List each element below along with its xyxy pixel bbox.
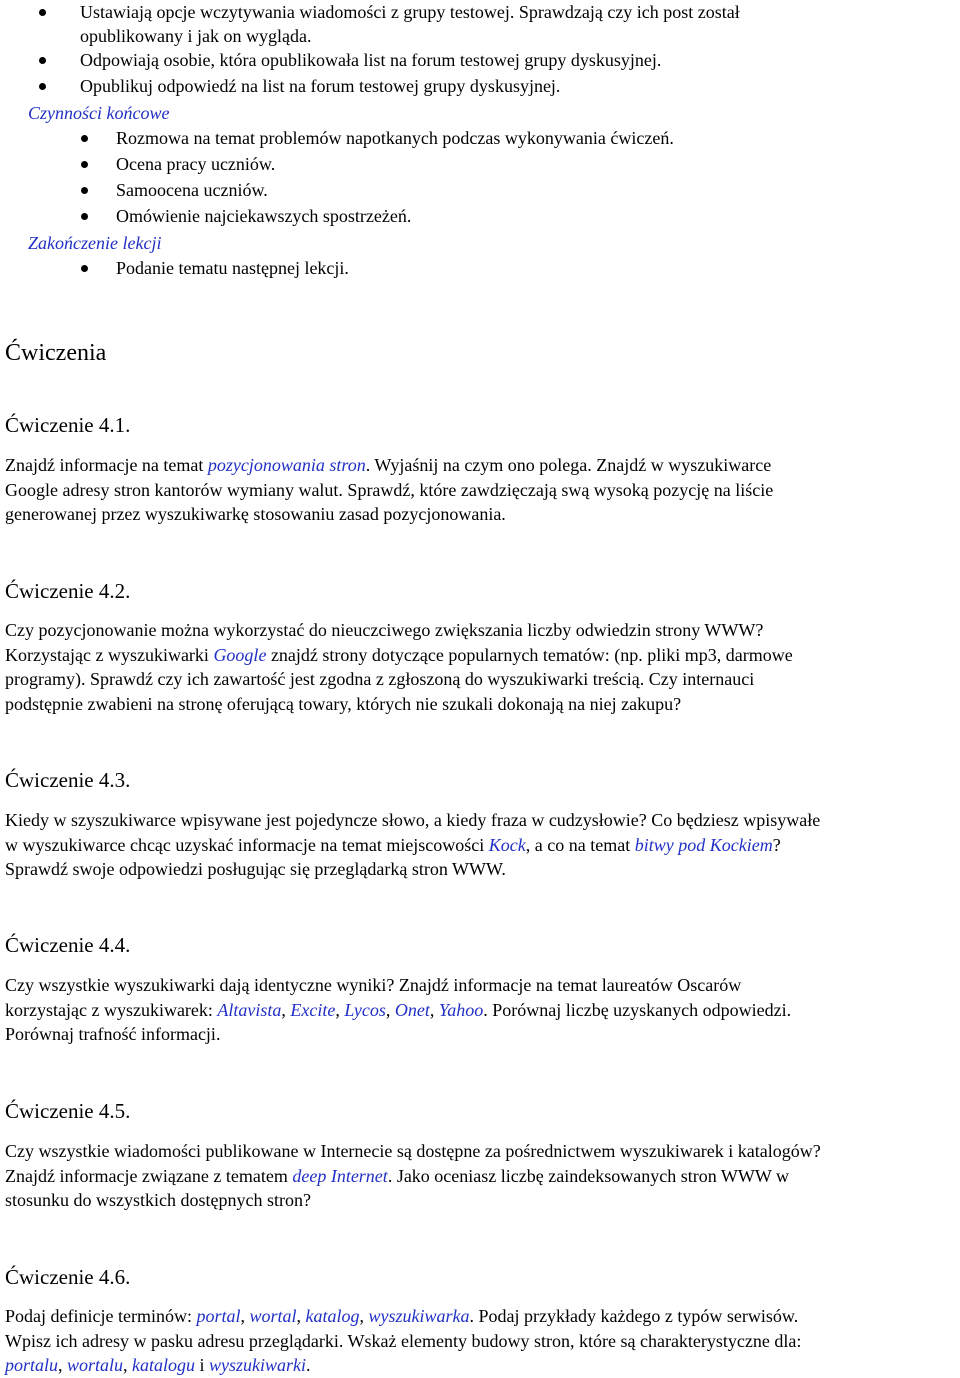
lesson-end-list	[5, 256, 960, 282]
text-run: korzystając z wyszukiwarek:	[5, 999, 218, 1020]
list-item	[5, 126, 960, 152]
inline-link[interactable]: Altavista	[217, 999, 282, 1020]
text-run: .	[306, 1355, 311, 1375]
paragraph-line	[5, 1022, 960, 1047]
bullet-icon	[81, 135, 88, 142]
exercise-body	[5, 1304, 960, 1378]
list-item	[5, 74, 960, 100]
text-run: Sprawdź swoje odpowiedzi posługując się przeglądarką stron WWW.	[5, 859, 506, 879]
text-run: ,	[385, 999, 395, 1020]
paragraph-line	[5, 478, 960, 503]
bullet-icon	[39, 9, 46, 16]
exercise-title: Ćwiczenie 4.5.	[5, 1099, 131, 1123]
text-run: Znajdź informacje związane z tematem	[5, 1165, 293, 1186]
list-item-text: Ustawiają opcje wczytywania wiadomości z grupy testowej. Sprawdzają czy ich post został	[80, 2, 740, 22]
text-run: Znajdź informacje na temat	[5, 455, 208, 475]
text-run: znajdź strony dotyczące popularnych tematów: (np. pliki mp3, darmowe	[266, 644, 793, 665]
paragraph-line	[5, 808, 960, 833]
top-bullet-list	[5, 0, 960, 100]
bullet-icon	[81, 161, 88, 168]
paragraph-line	[5, 453, 960, 478]
text-run: podstępnie zwabieni na stronę oferującą towary, których nie szukali dokonają na niej zakupu?	[5, 693, 682, 714]
text-run: Czy pozycjonowanie można wykorzystać do nieuczciwego zwiększania liczby odwiedzin strony WWW?	[5, 620, 764, 640]
inline-link[interactable]: portalu	[5, 1355, 59, 1375]
paragraph-line	[5, 618, 960, 643]
section-heading-lesson-end: Zakończenie lekcji	[28, 233, 162, 253]
list-item-text: Ocena pracy uczniów.	[116, 154, 276, 174]
paragraph-line	[5, 1164, 960, 1189]
text-run: w wyszukiwarce chcąc uzyskać informacje na temat miejscowości	[5, 834, 489, 855]
text-run: generowanej przez wyszukiwarkę stosowaniu zasad pozycjonowania.	[5, 504, 506, 524]
exercise-title: Ćwiczenie 4.2.	[5, 579, 131, 603]
paragraph-line	[5, 1329, 960, 1354]
text-run: . Podaj przykłady każdego z typów serwisów.	[469, 1306, 799, 1326]
paragraph-line	[5, 833, 960, 858]
inline-link[interactable]: katalogu	[132, 1355, 196, 1375]
paragraph-line	[5, 1188, 960, 1213]
text-run: Podaj definicje terminów:	[5, 1306, 197, 1326]
text-run: ,	[359, 1306, 369, 1326]
text-run: . Porównaj liczbę uzyskanych odpowiedzi.	[483, 999, 792, 1020]
exercise-body	[5, 453, 960, 527]
inline-link[interactable]: wyszukiwarki	[209, 1355, 307, 1375]
list-item-continuation	[5, 24, 960, 48]
paragraph-line	[5, 1139, 960, 1164]
list-item-text: Podanie tematu następnej lekcji.	[116, 258, 349, 278]
bullet-icon	[81, 213, 88, 220]
list-item-text: Omówienie najciekawszych spostrzeżeń.	[116, 206, 412, 226]
paragraph-line	[5, 998, 960, 1023]
list-item	[5, 0, 960, 24]
list-item-text: Rozmowa na temat problemów napotkanych podczas wykonywania ćwiczeń.	[116, 128, 674, 148]
text-run: Kiedy w szyszukiwarce wpisywane jest pojedyncze słowo, a kiedy fraza w cudzysłowie? Co będziesz wpisywałe	[5, 810, 821, 830]
inline-link[interactable]: deep Internet	[292, 1165, 388, 1186]
text-run: Czy wszystkie wyszukiwarki dają identyczne wyniki? Znajdź informacje na temat laureatów Oscarów	[5, 975, 742, 995]
text-run: , a co na temat	[525, 834, 635, 855]
bullet-icon	[39, 57, 46, 64]
text-run: Google adresy stron kantorów wymiany walut. Sprawdź, które zawdzięczają swą wysoką pozycję na liście	[5, 479, 774, 500]
paragraph-line	[5, 692, 960, 717]
text-run: ,	[335, 999, 345, 1020]
inline-link[interactable]: Kock	[488, 834, 526, 855]
inline-link[interactable]: pozycjonowania stron	[207, 455, 366, 475]
exercise-body	[5, 808, 960, 882]
text-run: ,	[281, 999, 291, 1020]
exercise-body	[5, 618, 960, 716]
exercise-body	[5, 1139, 960, 1213]
list-item	[5, 178, 960, 204]
exercise-title: Ćwiczenie 4.3.	[5, 768, 131, 792]
inline-link[interactable]: Excite	[290, 999, 336, 1020]
text-run: Porównaj trafność informacji.	[5, 1024, 221, 1044]
paragraph-line	[5, 643, 960, 668]
text-run: ,	[296, 1306, 306, 1326]
paragraph-line	[5, 502, 960, 527]
inline-link[interactable]: wyszukiwarka	[368, 1306, 470, 1326]
list-item-text: opublikowany i jak on wygląda.	[80, 26, 312, 46]
bullet-icon	[81, 187, 88, 194]
inline-link[interactable]: Lycos	[344, 999, 386, 1020]
final-activities-list	[5, 126, 960, 230]
inline-link[interactable]: Onet	[394, 999, 430, 1020]
list-item	[5, 48, 960, 74]
exercises-section-title: Ćwiczenia	[5, 340, 107, 366]
exercise-body	[5, 973, 960, 1047]
exercise-title: Ćwiczenie 4.4.	[5, 933, 131, 957]
inline-link[interactable]: portal	[196, 1306, 241, 1326]
text-run: ,	[429, 999, 439, 1020]
text-run: Korzystając z wyszukiwarki	[5, 644, 214, 665]
text-run: . Wyjaśnij na czym ono polega. Znajdź w wyszukiwarce	[365, 455, 772, 475]
inline-link[interactable]: Google	[213, 644, 267, 665]
bullet-icon	[81, 265, 88, 272]
paragraph-line	[5, 667, 960, 692]
text-run: ,	[123, 1355, 133, 1375]
list-item	[5, 256, 960, 282]
list-item	[5, 204, 960, 230]
text-run: ,	[240, 1306, 250, 1326]
text-run: Wpisz ich adresy w pasku adresu przeglądarki. Wskaż elementy budowy stron, które są charakterystyczne dla:	[5, 1330, 802, 1351]
text-run: . Jako oceniasz liczbę zaindeksowanych stron WWW w	[387, 1165, 790, 1186]
paragraph-line	[5, 973, 960, 998]
paragraph-line	[5, 1304, 960, 1329]
text-run: programy). Sprawdź czy ich zawartość jest zgodna z zgłoszoną do wyszukiwarki treścią. Czy internauci	[5, 669, 755, 689]
text-run: stosunku do wszystkich dostępnych stron?	[5, 1190, 311, 1210]
text-run: ?	[772, 834, 781, 855]
paragraph-line	[5, 857, 960, 882]
text-run: ,	[58, 1355, 68, 1375]
text-run: i	[195, 1355, 210, 1375]
top-bullet-list-block	[5, 0, 960, 282]
inline-link[interactable]: bitwy pod Kockiem	[634, 834, 773, 855]
list-item-text: Opublikuj odpowiedź na list na forum testowej grupy dyskusyjnej.	[80, 76, 561, 96]
exercise-title: Ćwiczenie 4.6.	[5, 1265, 131, 1289]
exercise-title: Ćwiczenie 4.1.	[5, 413, 131, 437]
paragraph-line	[5, 1353, 960, 1378]
section-heading-final-activities: Czynności końcowe	[28, 103, 170, 123]
inline-link[interactable]: wortal	[249, 1306, 297, 1326]
inline-link[interactable]: katalog	[305, 1306, 360, 1326]
list-item	[5, 152, 960, 178]
inline-link[interactable]: wortalu	[67, 1355, 124, 1375]
list-item-text: Odpowiają osobie, która opublikowała list na forum testowej grupy dyskusyjnej.	[80, 50, 662, 70]
text-run: Czy wszystkie wiadomości publikowane w Internecie są dostępne za pośrednictwem wyszukiwarek i katalogów?	[5, 1141, 821, 1161]
bullet-icon	[39, 83, 46, 90]
inline-link[interactable]: Yahoo	[438, 999, 484, 1020]
list-item-text: Samoocena uczniów.	[116, 180, 268, 200]
